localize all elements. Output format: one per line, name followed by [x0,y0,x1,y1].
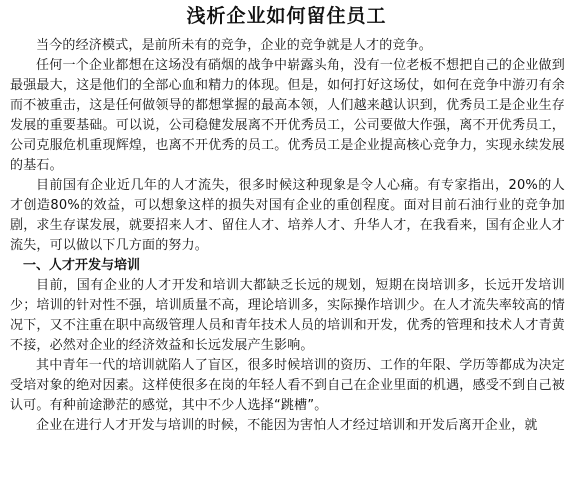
paragraph-training-continuation: 企业在进行人才开发与培训的时候，不能因为害怕人才经过培训和开发后离开企业，就 [36,418,538,433]
section-heading-training: 一、人才开发与培训 [23,258,141,273]
paragraph-youth-training: 其中青年一代的培训就陷人了盲区，很多时候培训的资历、工作的年限、学历等都成为决定受培对象的绝对因素。这样使很多在岗的年轻人看不到自己在企业里面的机遇，感受不到自己被认可。有种前途渺茫的感觉，其中不少人选择“跳槽”。 [10,358,565,413]
document-body [10,36,565,436]
paragraph-training-planning: 目前，国有企业的人才开发和培训大都缺乏长远的规划，短期在岗培训多，长远开发培训少；培训的针对性不强，培训质量不高，理论培训多，实际操作培训少。在人才流失率较高的情况下，又不注重在职中高级管理人员和青年技术人员的培训和开发，优秀的管理和技术人才青黄不接，必然对企业的经济效益和长远发展产生影响。 [10,278,565,353]
paragraph-intro: 当今的经济模式，是前所未有的竞争，企业的竞争就是人才的竞争。 [36,38,433,53]
paragraph-competition: 任何一个企业都想在这场没有硝烟的战争中崭露头角，没有一位老板不想把自己的企业做到最强最大，这是他们的全部心血和精力的体现。但是，如何打好这场仗，如何在竞争中游刃有余而不被重击，这是任何做领导的都想掌握的最高本领，人们越来越认识到，优秀员工是企业生存发展的重要基础。可以说，公司稳健发展离不开优秀员工，公司要做大作强，离不开优秀员工，公司克服危机重现辉煌，也离不开优秀的员工。优秀员工是企业提高核心竞争力，实现永续发展的基石。 [10,58,565,173]
document-title: 浅析企业如何留住员工 [186,5,387,27]
paragraph-talent-loss: 目前国有企业近几年的人才流失，很多时候这种现象是令人心痛。有专家指出，20%的人才创造80%的效益，可以想象这样的损失对国有企业的重创程度。面对目前石油行业的竞争加剧，求生存谋发展，就要招来人才、留住人才、培养人才、升华人才，在我看来，国有企业人才流失，可以做以下几方面的努力。 [10,178,565,253]
